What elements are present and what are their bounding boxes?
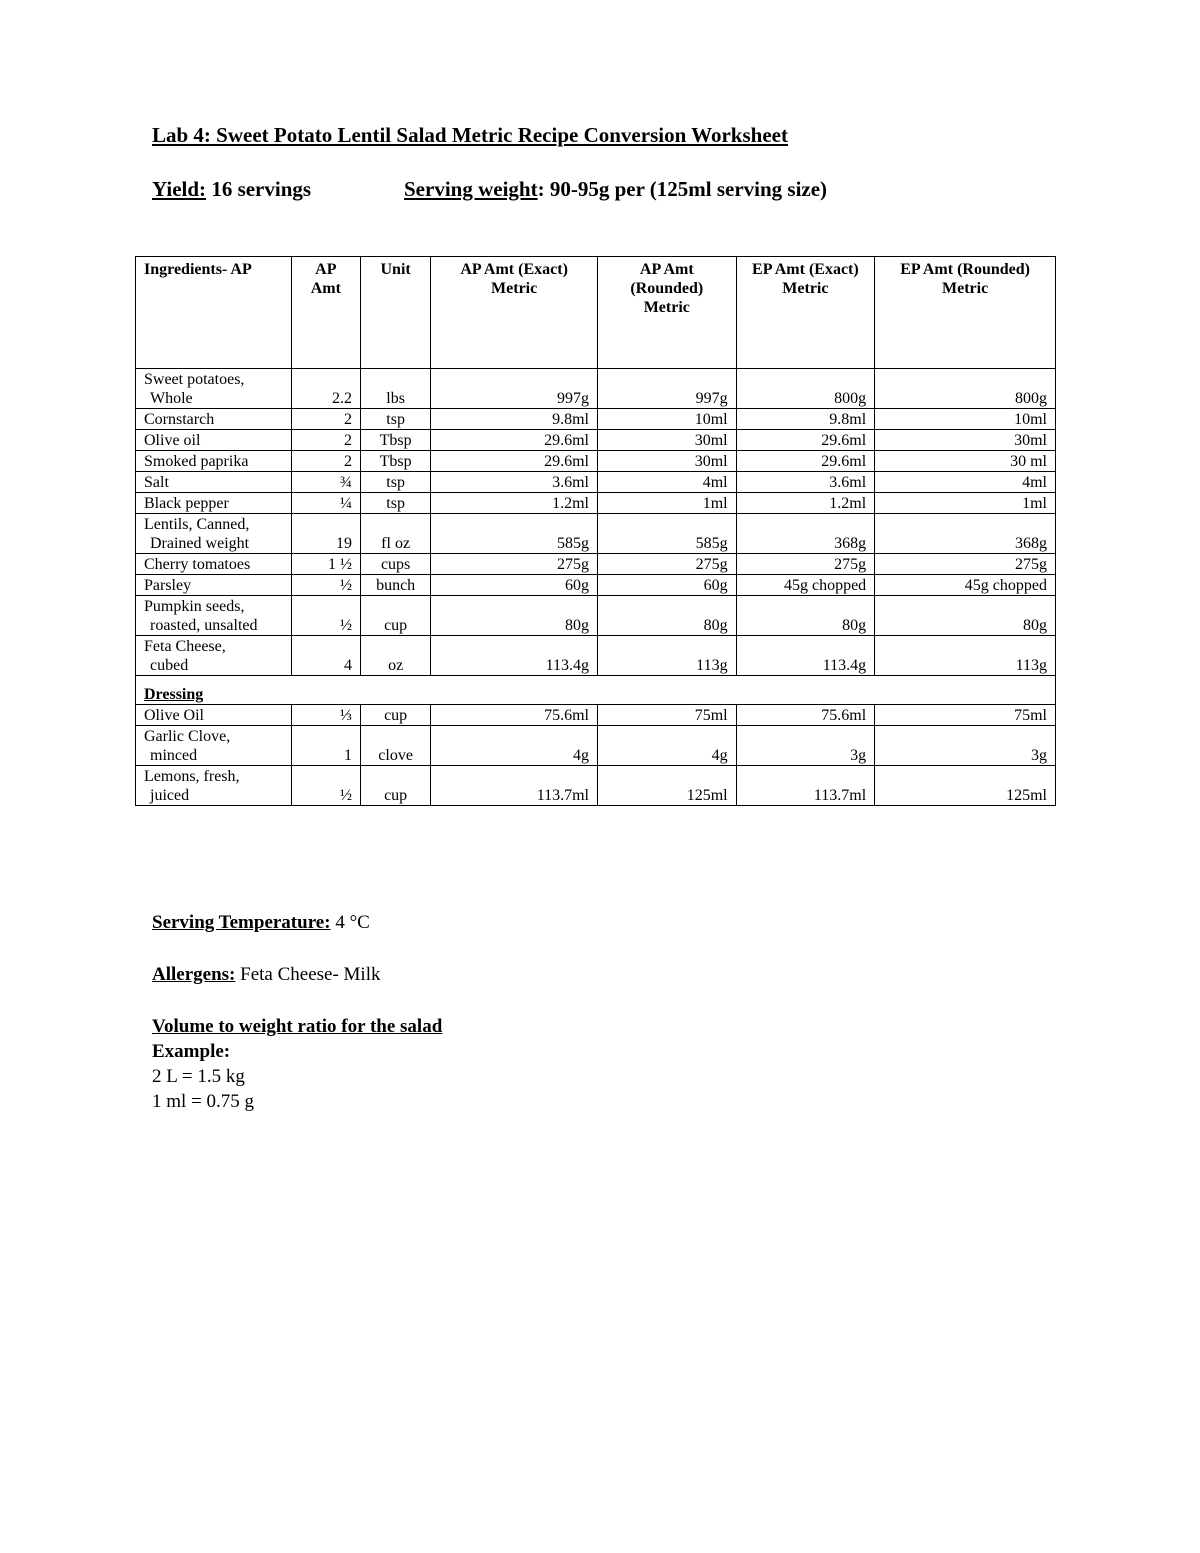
unit-cell: bunch: [360, 575, 430, 596]
ap-exact-cell: 9.8ml: [431, 409, 598, 430]
ingredient-cell: [136, 514, 292, 554]
ingredient-name: Parsley: [144, 577, 192, 594]
table-row: [136, 472, 1056, 493]
ingredient-detail: cubed: [150, 657, 189, 674]
ap-amt-cell: 2: [291, 451, 360, 472]
ap-rounded-cell: 30ml: [597, 451, 736, 472]
ap-rounded-cell: 4g: [597, 726, 736, 766]
ap-rounded-cell: 30ml: [597, 430, 736, 451]
ep-rounded-cell: 10ml: [875, 409, 1056, 430]
ingredient-cell: [136, 636, 292, 676]
ap-exact-cell: 80g: [431, 596, 598, 636]
ingredient-name: Pumpkin seeds,: [144, 598, 245, 615]
unit-cell: fl oz: [360, 514, 430, 554]
ap-rounded-cell: 275g: [597, 554, 736, 575]
table-row: [136, 636, 1056, 676]
example-label: Example:: [152, 1041, 231, 1062]
ap-amt-cell: 2.2: [291, 369, 360, 409]
ep-rounded-cell: 113g: [875, 636, 1056, 676]
ingredient-name: Black pepper: [144, 495, 229, 512]
serving-weight-value: : 90-95g per (125ml serving size): [537, 177, 828, 201]
ingredient-name: Garlic Clove,: [144, 728, 231, 745]
table-row: [136, 409, 1056, 430]
ingredient-name: Cherry tomatoes: [144, 556, 251, 573]
ep-rounded-cell: 80g: [875, 596, 1056, 636]
ep-rounded-cell: 275g: [875, 554, 1056, 575]
volume-heading: Volume to weight ratio for the salad: [152, 1016, 443, 1037]
ap-exact-cell: 4g: [431, 726, 598, 766]
unit-cell: tsp: [360, 493, 430, 514]
ap-amt-cell: 1: [291, 726, 360, 766]
ingredient-cell: [136, 705, 292, 726]
ap-rounded-cell: 60g: [597, 575, 736, 596]
ap-exact-cell: 275g: [431, 554, 598, 575]
allergens: [152, 964, 380, 986]
serving-temperature-label: Serving Temperature:: [152, 912, 331, 933]
ingredient-name: Olive Oil: [144, 707, 204, 724]
allergens-label: Allergens:: [152, 964, 236, 985]
ep-rounded-cell: 800g: [875, 369, 1056, 409]
ap-rounded-cell: 4ml: [597, 472, 736, 493]
section-label-dressing: Dressing: [136, 676, 1056, 705]
table-row: [136, 554, 1056, 575]
ep-exact-cell: 9.8ml: [736, 409, 875, 430]
ingredient-name: Feta Cheese,: [144, 638, 226, 655]
ingredient-detail: roasted, unsalted: [150, 617, 258, 634]
ep-rounded-cell: 1ml: [875, 493, 1056, 514]
yield-line: [152, 177, 311, 202]
ingredient-detail: minced: [150, 747, 198, 764]
ep-exact-cell: 29.6ml: [736, 451, 875, 472]
allergens-value: Feta Cheese- Milk: [235, 964, 381, 985]
table-row: [136, 705, 1056, 726]
ingredient-name: Cornstarch: [144, 411, 215, 428]
unit-cell: cup: [360, 705, 430, 726]
ep-rounded-cell: 45g chopped: [875, 575, 1056, 596]
ingredient-cell: [136, 766, 292, 806]
ap-exact-cell: 585g: [431, 514, 598, 554]
table-row: [136, 514, 1056, 554]
ingredient-name: Sweet potatoes,: [144, 371, 245, 388]
ep-rounded-cell: 368g: [875, 514, 1056, 554]
ingredient-cell: [136, 472, 292, 493]
ap-exact-cell: 1.2ml: [431, 493, 598, 514]
unit-cell: Tbsp: [360, 430, 430, 451]
ap-amt-cell: ½: [291, 596, 360, 636]
yield-label: Yield:: [152, 177, 207, 201]
ap-rounded-cell: 125ml: [597, 766, 736, 806]
ap-rounded-cell: 80g: [597, 596, 736, 636]
ingredient-detail: Whole: [150, 390, 193, 407]
ep-exact-cell: 368g: [736, 514, 875, 554]
ap-amt-cell: ¾: [291, 472, 360, 493]
example-line-2: 1 ml = 0.75 g: [152, 1091, 255, 1112]
ap-amt-cell: 19: [291, 514, 360, 554]
header-unit: Unit: [360, 257, 430, 369]
ingredient-cell: [136, 369, 292, 409]
yield-value: 16 servings: [206, 177, 312, 201]
unit-cell: lbs: [360, 369, 430, 409]
ap-amt-cell: 4: [291, 636, 360, 676]
ap-exact-cell: 60g: [431, 575, 598, 596]
ap-rounded-cell: 1ml: [597, 493, 736, 514]
ingredient-cell: [136, 726, 292, 766]
ep-rounded-cell: 4ml: [875, 472, 1056, 493]
table-header-row: [136, 257, 1056, 369]
header-ap-exact: AP Amt (Exact) Metric: [431, 257, 598, 369]
page-title: Lab 4: Sweet Potato Lentil Salad Metric Recipe Conversion Worksheet: [152, 123, 788, 147]
ap-amt-cell: 2: [291, 430, 360, 451]
ap-amt-cell: 2: [291, 409, 360, 430]
example-line-1: 2 L = 1.5 kg: [152, 1066, 245, 1087]
ep-exact-cell: 80g: [736, 596, 875, 636]
unit-cell: clove: [360, 726, 430, 766]
ap-exact-cell: 113.7ml: [431, 766, 598, 806]
ap-exact-cell: 29.6ml: [431, 430, 598, 451]
header-ap-amt: AP Amt: [291, 257, 360, 369]
ep-exact-cell: 75.6ml: [736, 705, 875, 726]
ep-rounded-cell: 30ml: [875, 430, 1056, 451]
serving-weight-label: Serving weight: [404, 177, 538, 201]
header-ap-rounded: AP Amt (Rounded) Metric: [597, 257, 736, 369]
unit-cell: cup: [360, 766, 430, 806]
ap-rounded-cell: 10ml: [597, 409, 736, 430]
table-row: [136, 369, 1056, 409]
ap-exact-cell: 29.6ml: [431, 451, 598, 472]
ap-rounded-cell: 113g: [597, 636, 736, 676]
recipe-conversion-table: [135, 256, 1056, 806]
ap-amt-cell: ¼: [291, 493, 360, 514]
ep-exact-cell: 1.2ml: [736, 493, 875, 514]
unit-cell: tsp: [360, 472, 430, 493]
ap-amt-cell: ½: [291, 575, 360, 596]
ap-amt-cell: 1 ½: [291, 554, 360, 575]
unit-cell: cups: [360, 554, 430, 575]
ingredient-name: Olive oil: [144, 432, 201, 449]
ep-exact-cell: 3g: [736, 726, 875, 766]
serving-temperature-value: 4 °C: [330, 912, 370, 933]
ingredient-cell: [136, 430, 292, 451]
ep-rounded-cell: 3g: [875, 726, 1056, 766]
table-row: [136, 451, 1056, 472]
ep-exact-cell: 29.6ml: [736, 430, 875, 451]
ep-exact-cell: 113.4g: [736, 636, 875, 676]
unit-cell: oz: [360, 636, 430, 676]
ingredient-cell: [136, 451, 292, 472]
table-row: [136, 596, 1056, 636]
ep-exact-cell: 275g: [736, 554, 875, 575]
ep-exact-cell: 113.7ml: [736, 766, 875, 806]
ingredient-cell: [136, 493, 292, 514]
serving-temperature: [152, 912, 370, 934]
ap-exact-cell: 3.6ml: [431, 472, 598, 493]
table-row: [136, 766, 1056, 806]
ep-exact-cell: 45g chopped: [736, 575, 875, 596]
section-row-dressing: [136, 676, 1056, 705]
ingredient-detail: juiced: [150, 787, 190, 804]
ap-rounded-cell: 585g: [597, 514, 736, 554]
ap-rounded-cell: 75ml: [597, 705, 736, 726]
table-row: [136, 575, 1056, 596]
ap-amt-cell: ⅓: [291, 705, 360, 726]
unit-cell: cup: [360, 596, 430, 636]
ep-rounded-cell: 30 ml: [875, 451, 1056, 472]
ap-exact-cell: 113.4g: [431, 636, 598, 676]
ingredient-detail: Drained weight: [150, 535, 250, 552]
ep-rounded-cell: 75ml: [875, 705, 1056, 726]
ingredient-cell: [136, 596, 292, 636]
ingredient-name: Smoked paprika: [144, 453, 249, 470]
table-row: [136, 493, 1056, 514]
unit-cell: Tbsp: [360, 451, 430, 472]
ep-exact-cell: 800g: [736, 369, 875, 409]
ingredient-cell: [136, 409, 292, 430]
ap-exact-cell: 997g: [431, 369, 598, 409]
ingredient-name: Salt: [144, 474, 169, 491]
ingredient-name: Lemons, fresh,: [144, 768, 240, 785]
ap-rounded-cell: 997g: [597, 369, 736, 409]
ap-exact-cell: 75.6ml: [431, 705, 598, 726]
unit-cell: tsp: [360, 409, 430, 430]
ep-exact-cell: 3.6ml: [736, 472, 875, 493]
header-ingredients: Ingredients- AP: [136, 257, 292, 369]
header-ep-rounded: EP Amt (Rounded) Metric: [875, 257, 1056, 369]
ep-rounded-cell: 125ml: [875, 766, 1056, 806]
table-row: [136, 430, 1056, 451]
table-row: [136, 726, 1056, 766]
header-ep-exact: EP Amt (Exact) Metric: [736, 257, 875, 369]
serving-weight-line: [404, 177, 827, 202]
ingredient-name: Lentils, Canned,: [144, 516, 250, 533]
ingredient-cell: [136, 554, 292, 575]
ingredient-cell: [136, 575, 292, 596]
ap-amt-cell: ½: [291, 766, 360, 806]
